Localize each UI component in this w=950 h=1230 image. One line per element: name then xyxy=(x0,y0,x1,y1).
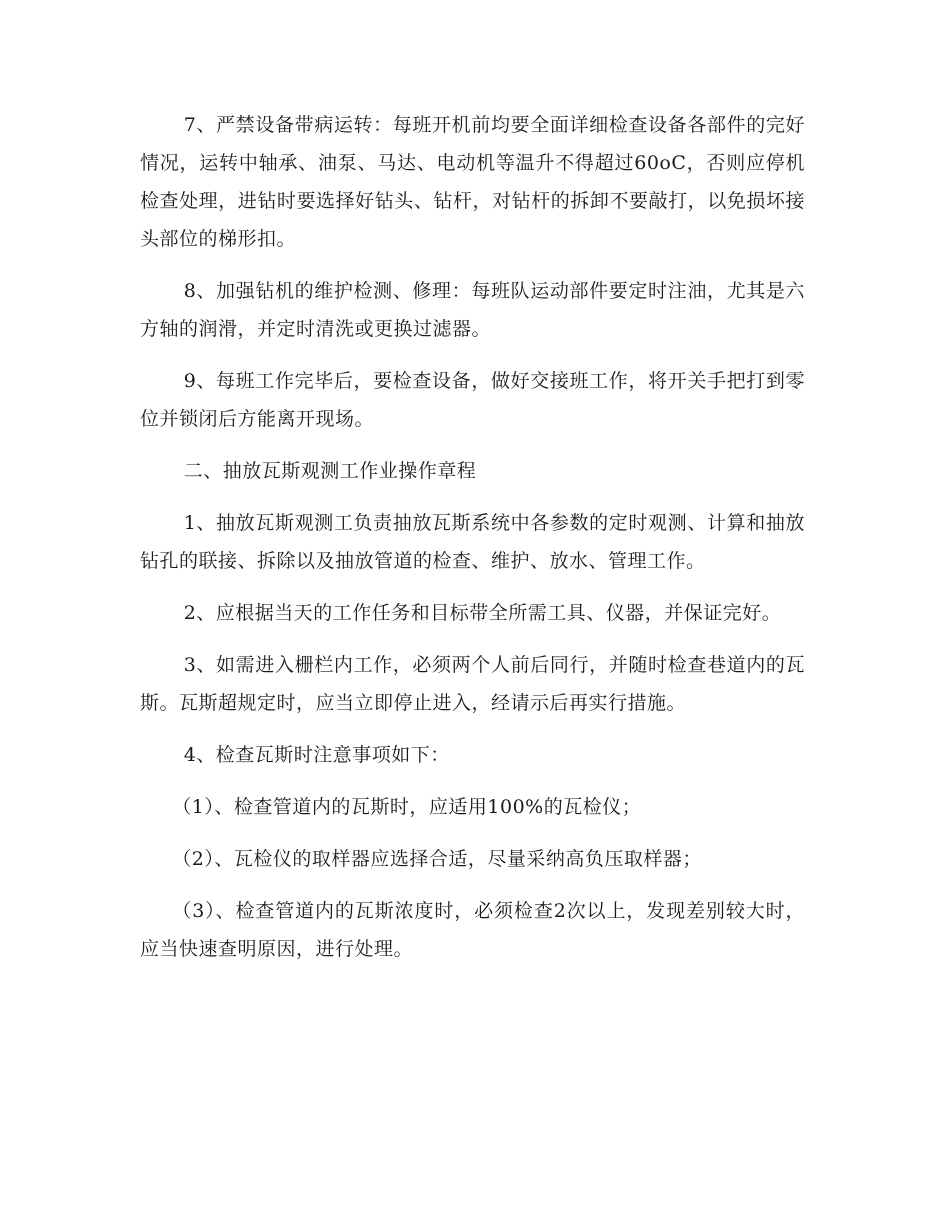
paragraph-item-9: 9、每班工作完毕后，要检查设备，做好交接班工作，将开关手把打到零位并锁闭后方能离开现场。 xyxy=(140,370,805,430)
paragraph-item-7: 7、严禁设备带病运转：每班开机前均要全面详细检查设备各部件的完好情况，运转中轴承、油泵、马达、电动机等温升不得超过60oC，否则应停机检查处理，进钻时要选择好钻头、钻杆，对钻杆的拆卸不要敲打，以免损坏接头部位的梯形扣。 xyxy=(140,114,805,250)
sub-item-1: （1）、检查管道内的瓦斯时，应适用100%的瓦检仪； xyxy=(172,796,642,818)
document-body xyxy=(140,106,805,982)
paragraph-item-3: 3、如需进入栅栏内工作，必须两个人前后同行，并随时检查巷道内的瓦斯。瓦斯超规定时，应当立即停止进入，经请示后再实行措施。 xyxy=(140,654,805,714)
sub-item-3: （3）、检查管道内的瓦斯浓度时，必须检查2次以上，发现差别较大时，应当快速查明原因，进行处理。 xyxy=(140,900,805,960)
sub-item-2: （2）、瓦检仪的取样器应选择合适，尽量采纳高负压取样器； xyxy=(172,848,702,870)
paragraph-item-8: 8、加强钻机的维护检测、修理：每班队运动部件要定时注油，尤其是六方轴的润滑，并定时清洗或更换过滤器。 xyxy=(140,280,805,340)
paragraph-item-4: 4、检查瓦斯时注意事项如下： xyxy=(183,744,450,766)
paragraph-item-1: 1、抽放瓦斯观测工负责抽放瓦斯系统中各参数的定时观测、计算和抽放钻孔的联接、拆除以及抽放管道的检查、维护、放水、管理工作。 xyxy=(140,512,805,572)
paragraph-item-2: 2、应根据当天的工作任务和目标带全所需工具、仪器，并保证完好。 xyxy=(183,602,782,624)
section-heading: 二、抽放瓦斯观测工作业操作章程 xyxy=(183,460,477,482)
